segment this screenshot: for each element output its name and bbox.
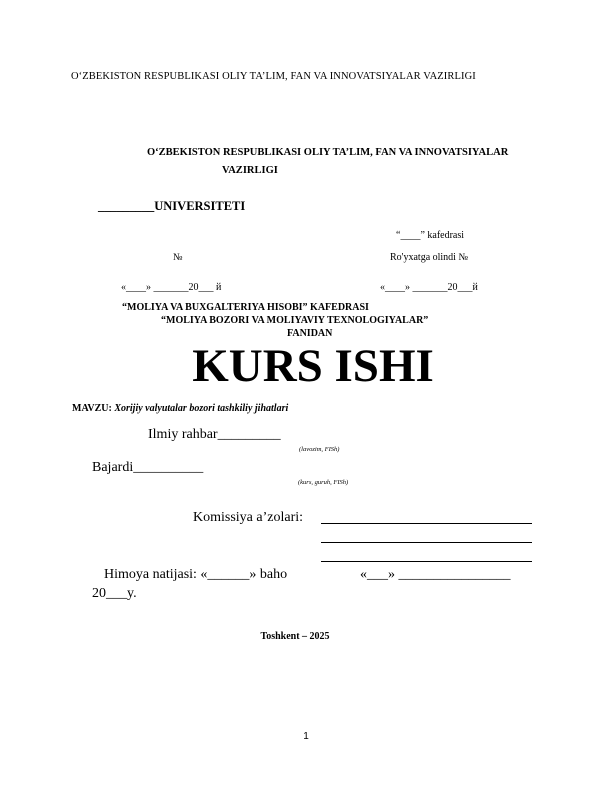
supervisor-label: Ilmiy rahbar_________ — [148, 427, 281, 442]
topic-label: MAVZU: — [72, 403, 112, 414]
commission-line-2 — [321, 542, 532, 543]
date-field-right: «____» _______20___й — [380, 282, 478, 293]
date-field-left: «____» _______20___ й — [121, 282, 222, 293]
commission-line-3 — [321, 561, 532, 562]
kafedra-field: “____” kafedrasi — [396, 230, 465, 241]
department-line2: “MOLIYA BOZORI VA MOLIYAVIY TEXNOLOGIYALAR” — [161, 315, 429, 326]
defense-date: «___» ________________ — [360, 567, 511, 582]
ministry-title-line2: VAZIRLIGI — [222, 165, 278, 176]
performer-note: (kurs, guruh, FISh) — [298, 479, 349, 486]
page-header-ministry: O‘ZBEKISTON RESPUBLIKASI OLIY TA’LIM, FAN VA INNOVATSIYALAR VAZIRLIGI — [71, 71, 476, 82]
department-line1: “MOLIYA VA BUXGALTERIYA HISOBI” KAFEDRASI — [122, 302, 369, 313]
university-name: _________UNIVERSITETI — [98, 199, 246, 213]
main-title: KURS ISHI — [192, 340, 434, 392]
registration-label: Ro'yxatga olindi № — [390, 252, 469, 263]
topic-line — [72, 403, 288, 414]
performer-label: Bajardi__________ — [92, 460, 204, 475]
year-line: 20___y. — [92, 586, 137, 601]
supervisor-note: (lavozim, FISh) — [299, 446, 340, 453]
number-label: № — [173, 252, 183, 263]
defense-result: Himoya natijasi: «______» baho — [104, 567, 288, 582]
city-year: Toshkent – 2025 — [260, 631, 330, 642]
page-number: 1 — [303, 731, 309, 742]
ministry-title-line1: O‘ZBEKISTON RESPUBLIKASI OLIY TA’LIM, FAN VA INNOVATSIYALAR — [147, 147, 509, 158]
department-line3: FANIDAN — [287, 328, 333, 339]
topic-value: Xorijiy valyutalar bozori tashkiliy jihatlari — [114, 403, 289, 414]
commission-label: Komissiya a’zolari: — [193, 510, 304, 525]
commission-line-1 — [321, 523, 532, 524]
